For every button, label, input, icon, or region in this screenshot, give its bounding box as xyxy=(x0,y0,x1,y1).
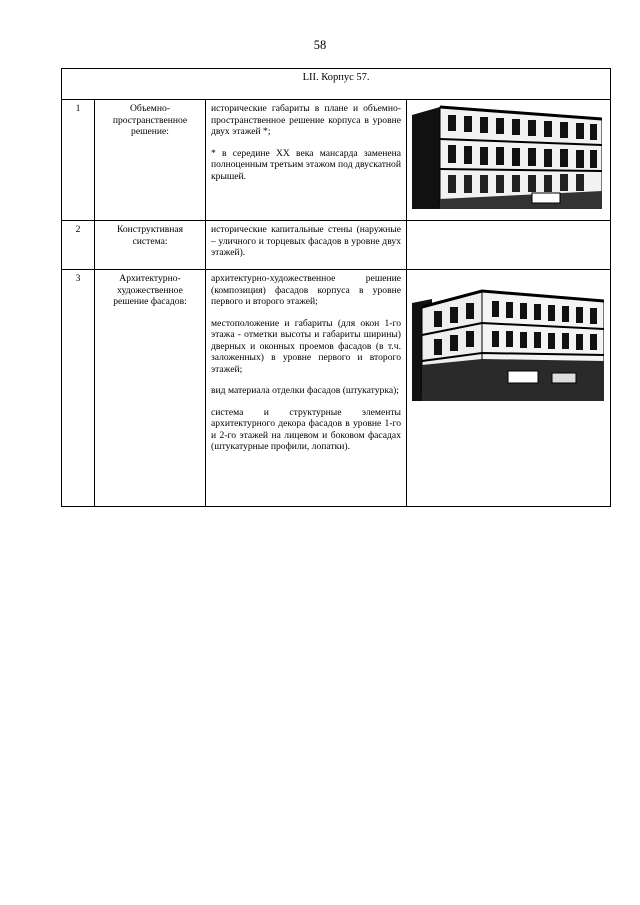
row-number: 2 xyxy=(62,221,95,270)
description-paragraph: архитектурно-художественное решение (композиция) фасадов корпуса в уровне первого и второго этажей; xyxy=(211,273,401,307)
table-row xyxy=(62,100,611,221)
table-row xyxy=(62,221,611,270)
photo-cell-empty xyxy=(407,221,611,270)
page-number: 58 xyxy=(313,38,327,52)
section-title: LII. Корпус 57. xyxy=(62,69,611,100)
table-row xyxy=(62,270,611,507)
row-label: Конструктивная система: xyxy=(95,221,206,270)
row-description xyxy=(206,221,407,270)
row-number: 1 xyxy=(62,100,95,221)
description-paragraph: исторические габариты в плане и объемно-пространственное решение корпуса в уровне двух этажей *; xyxy=(211,103,401,137)
description-paragraph: * в середине XX века мансарда заменена полноценным третьим этажом под двускатной крышей. xyxy=(211,147,401,182)
section-title-row xyxy=(62,69,611,100)
photo-cell xyxy=(407,270,611,507)
description-paragraph: исторические капитальные стены (наружные – уличного и торцевых фасадов в уровне двух этажей). xyxy=(211,224,401,258)
photo-cell xyxy=(407,100,611,221)
description-paragraph: вид материала отделки фасадов (штукатурка); xyxy=(211,385,399,396)
building-photo xyxy=(412,273,604,401)
heritage-table xyxy=(61,68,611,507)
row-label: Архитектурно-художественное решение фасадов: xyxy=(95,270,206,507)
description-paragraph: система и структурные элементы архитектурного декора фасадов в уровне 1-го и 2-го этажей на лицевом и боковом фасадах (штукатурные профили, лопатки). xyxy=(211,406,401,452)
building-photo xyxy=(412,103,602,209)
row-description xyxy=(206,270,407,507)
row-label: Объемно-пространственное решение: xyxy=(95,100,206,221)
row-number: 3 xyxy=(62,270,95,507)
description-paragraph: местоположение и габариты (для окон 1-го этажа - отметки высоты и габариты ширины) дверных и оконных проемов фасадов (в т.ч. заложенных) в уровне первого и второго этажей; xyxy=(211,317,401,375)
row-description xyxy=(206,100,407,221)
